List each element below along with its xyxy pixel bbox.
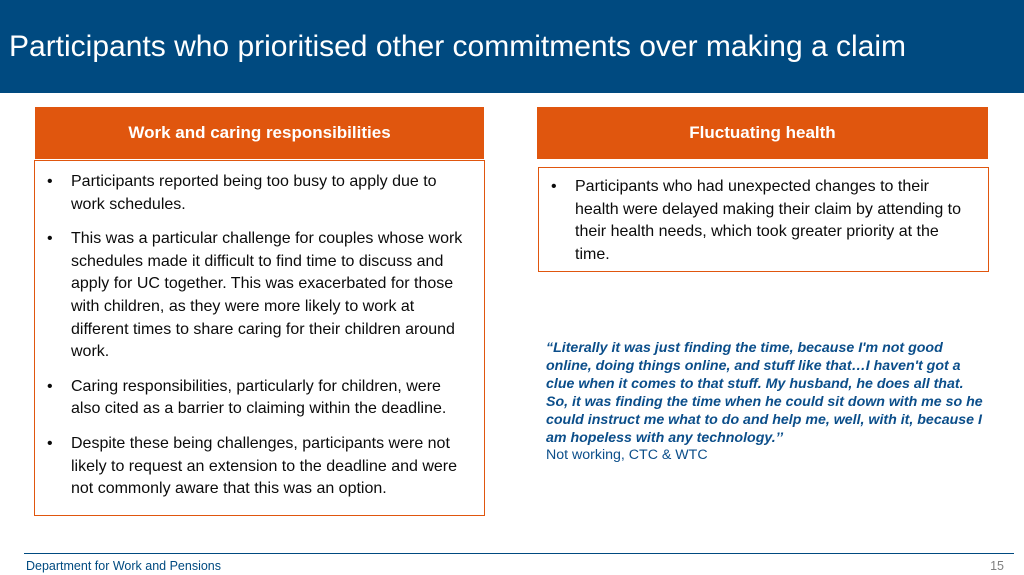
quote-attribution: Not working, CTC & WTC <box>546 447 708 463</box>
bullet-text: Participants reported being too busy to apply due to work schedules. <box>71 173 437 213</box>
bullet-marker: • <box>47 434 53 452</box>
bullet-marker: • <box>47 173 53 190</box>
bullet-text: This was a particular challenge for couples whose work schedules made it difficult to find time to discuss and apply for UC together. This was exacerbated for those with children, as they were more likely to work at different times to share caring for their children around work. <box>71 230 463 361</box>
bullet-marker: • <box>551 178 557 195</box>
title-bar <box>0 0 1024 93</box>
bullet-text: Caring responsibilities, particularly for children, were also cited as a barrier to claiming within the deadline. <box>71 377 447 418</box>
page-title: Participants who prioritised other commitments over making a claim <box>9 30 906 63</box>
participant-quote: “Literally it was just finding the time, because I'm not good online, doing things online, and stuff like that…I haven't got a clue when it comes to that stuff. My husband, he does all that. So, it was finding the time when he could sit down with me so he could instruct me what to do and help me, well, with it, because I am hopeless with any technology.’’ <box>546 340 983 446</box>
work-caring-bullets <box>45 171 470 501</box>
bullet-text: Despite these being challenges, participants were not likely to request an extension to the deadline and were not commonly aware that this was an option. <box>71 434 458 498</box>
bullet-item <box>45 228 470 364</box>
bullet-text: Participants who had unexpected changes to their health were delayed making their claim by attending to their health needs, which took greater priority at the time. <box>575 178 961 263</box>
work-caring-heading: Work and caring responsibilities <box>35 107 484 159</box>
bullet-item <box>549 176 974 266</box>
footer-department: Department for Work and Pensions <box>26 559 222 573</box>
bullet-marker: • <box>47 230 53 248</box>
page-number: 15 <box>990 559 1004 573</box>
work-caring-panel <box>34 160 485 516</box>
fluctuating-health-panel <box>538 167 989 272</box>
bullet-item <box>45 376 470 421</box>
fluctuating-health-heading: Fluctuating health <box>537 107 988 159</box>
fluctuating-health-bullets <box>549 176 974 266</box>
footer-divider <box>24 553 1014 554</box>
bullet-item <box>45 171 470 216</box>
bullet-item <box>45 433 470 501</box>
bullet-marker: • <box>47 377 53 395</box>
